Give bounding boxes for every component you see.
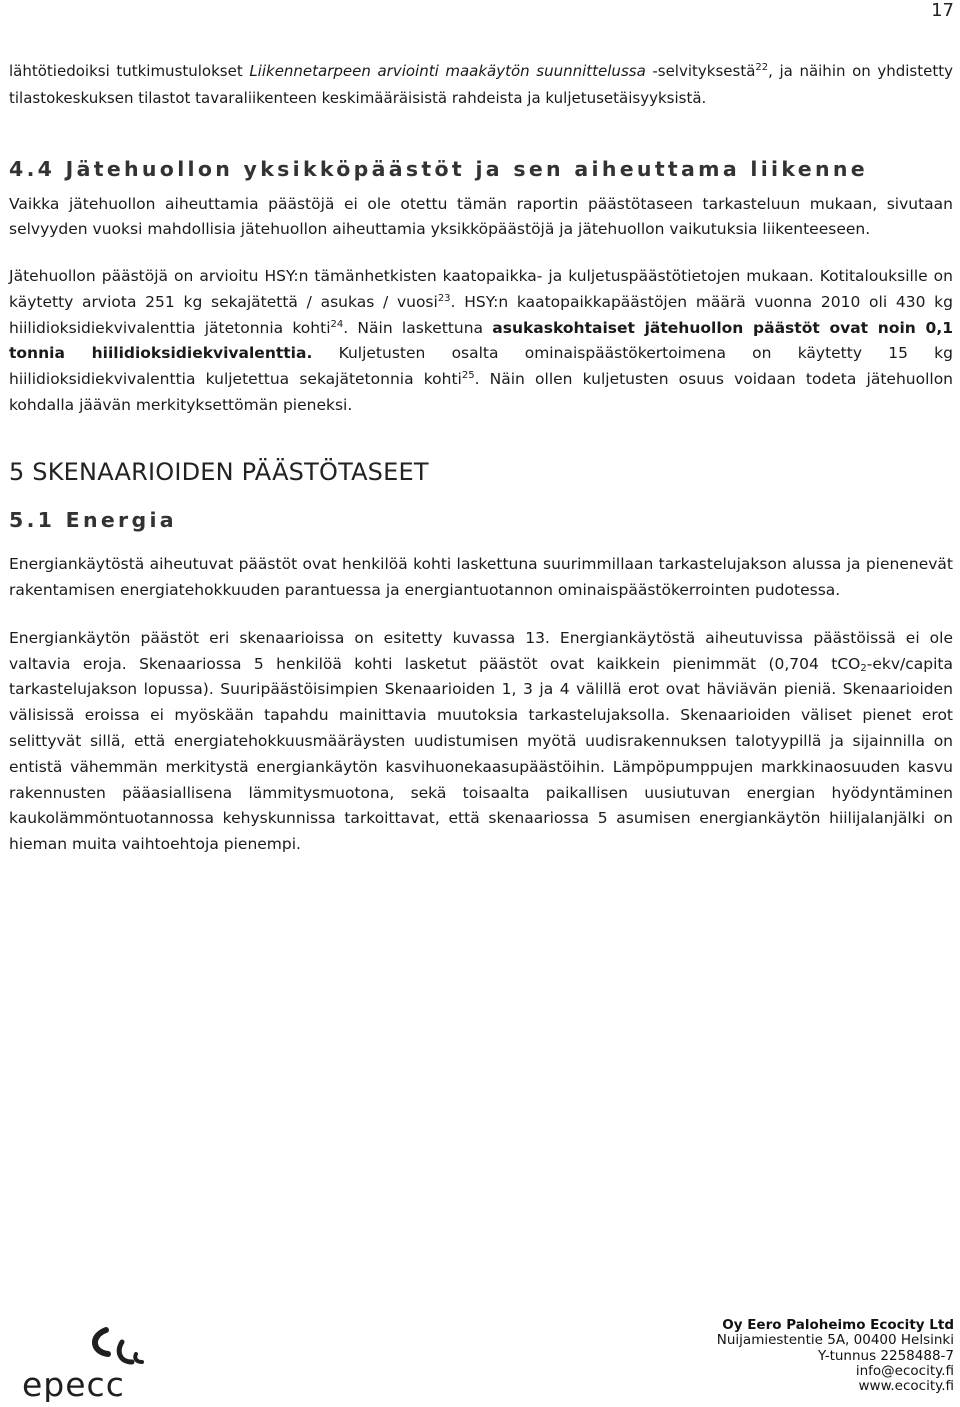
website-link[interactable]: www.ecocity.fi (858, 1378, 954, 1395)
email-link[interactable]: info@ecocity.fi (855, 1362, 954, 1379)
energy-paragraph-1: Energiankäytöstä aiheutuvat päästöt ovat henkilöä kohti laskettuna suurimmillaan tarkastelujakson alussa ja pienenevät rakentamisen energiatehokkuuden parantuessa ja energiantuotannon ominaispäästökerrointen pudotessa. (9, 554, 953, 600)
logo-wordmark: epecc (22, 1365, 125, 1402)
epecc-logo (20, 1322, 160, 1402)
waste-text-2: . HSY:n kaatopaikkapäästöjen määrä vuonna 2010 oli 430 kg hiilidioksidiekvivalenttia jätetonnia kohti (9, 292, 953, 337)
footnote-ref[interactable]: 25 (461, 370, 475, 382)
footnote-ref[interactable]: 23 (437, 292, 451, 304)
section-heading-4-4: 4.4 Jätehuollon yksikköpäästöt ja sen aiheuttama liikenne (9, 157, 868, 181)
footnote-ref[interactable]: 22 (755, 62, 769, 73)
waste-text-1: Jätehuollon päästöjä on arvioitu HSY:n tämänhetkisten kaatopaikka- ja kuljetuspäästötietojen mukaan. Kotitalouksille on käytetty arviota 251 kg sekajätettä / asukas / vuosi (9, 267, 953, 311)
document-body (9, 58, 953, 858)
company-address: Nuijamiestentie 5A, 00400 Helsinki (716, 1332, 954, 1349)
intro-report-title: Liikennetarpeen arviointi maakäytön suunnittelussa (249, 62, 646, 80)
waste-paragraph-1: Vaikka jätehuollon aiheuttamia päästöjä ei ole otettu tämän raportin päästötaseen tarkasteluun mukaan, sivutaan selvyyden vuoksi mahdollisia jätehuollon aiheuttamia yksikköpäästöjä ja jätehuollon vaikutuksia liikenteeseen. (9, 195, 953, 238)
intro-paragraph (9, 58, 953, 112)
waste-text-5: . Näin ollen kuljetusten osuus voidaan todeta jätehuollon kohdalla jäävän merkityksettömän pieneksi. (9, 370, 953, 414)
intro-text-1: lähtötiedoiksi tutkimustulokset (9, 62, 250, 80)
intro-text-3: , ja näihin on yhdistetty tilastokeskuksen tilastot tavaraliikenteen keskimääräisistä rahdeista ja kuljetusetäisyyksistä. (9, 62, 953, 107)
intro-text-2: -selvityksestä (645, 62, 756, 80)
energy-paragraph-2 (9, 626, 953, 858)
section-heading-5-1: 5.1 Energia (9, 507, 177, 532)
waste-text-3: . Näin laskettuna (343, 318, 493, 337)
energy-text-2: -ekv/capita tarkastelujakson lopussa). Suuripäästöisimpien Skenaarioiden 1, 3 ja 4 välillä erot ovat häviävän pieniä. Skenaarioiden välisissä eroissa ei myöskään tapahdu mainittavia muutoksia tarkastelujaksolla. Skenaarioiden väliset pienet erot selittyvät sillä, että energiatehokkuusmääräysten uudistumisen myötä uudisrakennuksen talotyypillä ja sijainnilla on entistä vähemmän merkitystä energiankäytön kasvihuonekaasupäästöihin. Lämpöpumppujen markkinaosuuden kasvu rakennusten pääasiallisena lämmitysmuotona, sekä toisaalta paikallisen uusiutuvan energian hyödyntäminen kaukolämmöntuotannossa kehyskunnissa tarkoittavat, että skenaariossa 5 asumisen energiankäytön hiilijalanjälki on hieman muita vaihtoehtoja pienempi. (9, 654, 953, 854)
waste-paragraph-2 (9, 264, 953, 419)
company-contact-block (717, 1318, 954, 1394)
company-name: Oy Eero Paloheimo Ecocity Ltd (722, 1317, 954, 1333)
waste-key-result: asukaskohtaiset jätehuollon päästöt ovat noin 0,1 tonnia hiilidioksidiekvivalenttia. (9, 318, 954, 363)
business-id: Y-tunnus 2258488-7 (818, 1347, 954, 1364)
page-number: 17 (931, 0, 954, 21)
energy-text-1: Energiankäytön päästöt eri skenaarioissa on esitetty kuvassa 13. Energiankäytöstä aiheutuvissa päästöissä ei ole valtavia eroja. Skenaariossa 5 henkilöä kohti lasketut päästöt ovat kaikkein pienimmät (0,704 tCO (9, 628, 953, 673)
chapter-heading-5: 5 SKENAARIOIDEN PÄÄSTÖTASEET (9, 457, 429, 486)
subscript: 2 (860, 662, 867, 674)
footnote-ref[interactable]: 24 (330, 318, 344, 330)
waste-text-4: Kuljetusten osalta ominaispäästökertoimena on käytetty 15 kg hiilidioksidiekvivalenttia kuljetettua sekajätetonnia kohti (9, 344, 953, 389)
